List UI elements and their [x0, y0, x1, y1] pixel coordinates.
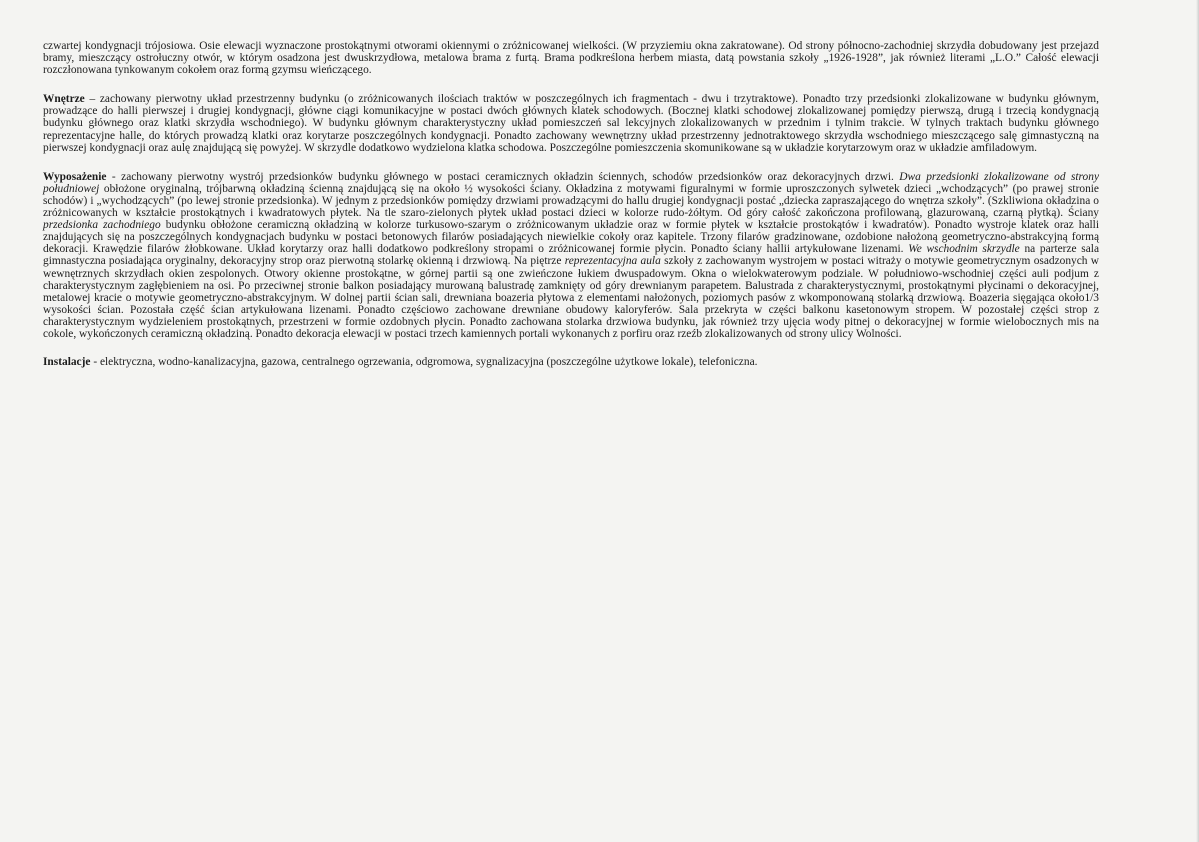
section-heading-installations: Instalacje [43, 356, 91, 369]
paragraph-interior [43, 93, 1099, 153]
paragraph-interior-text: – zachowany pierwotny układ przestrzenny budynku (o zróżnicowanych ilościach traktów w poszczególnych ich fragmentach - dwu i trzytraktowe). Ponadto trzy przedsionki zlokalizowane w budynku głównym, prowadzące do halli pierwszej i drugiej kondygnacji, główne ciągi komunikacyjne w postaci dwóch głównych klatek schodowych. (Bocznej klatki schodowej zlokalizowanej pomiędzy pierwszą, drugą i trzecią kondygnacją budynku głównego oraz klatki skrzydła wschodniego). W budynku głównym charakterystyczny układ pomieszczeń sal lekcyjnych zlokalizowanych w przednim i tylnim trakcie. W tylnych traktach budynku głównego reprezentacyjne halle, do których prowadzą klatki oraz korytarze poszczególnych kondygnacji. Ponadto zachowany wewnętrzny układ przestrzenny jednotraktowego skrzydła wschodniego mieszczącego salę gimnastyczną na pierwszej kondygnacji oraz aulę znajdującą się powyżej. W skrzydle dodatkowo wydzielona klatka schodowa. Poszczególne pomieszczenia skomunikowane są w układzie korytarzowym oraz w układzie amfiladowym. [43, 93, 1099, 154]
paragraph-facade [43, 40, 1099, 76]
furnishings-italic-3: We wschodnim skrzydle [908, 243, 1020, 256]
furnishings-text-1: - zachowany pierwotny wystrój przedsionków budynku głównego w postaci ceramicznych okładzin ściennych, schodów przedsionków oraz dekoracyjnych drzwi. [106, 170, 900, 183]
furnishings-text-5: szkoły z zachowanym wystrojem w postaci witraży o motywie geometrycznym osadzonych w wewnętrznych skrzydłach okien zespolonych. Otwory okienne prostokątne, w górnej partii są one zwieńczone łukiem dwuspadowym. Okna o wielokwaterowym podziale. W południowo-wschodniej części auli podjum z charakterystycznym zagłębieniem na osi. Po przeciwnej stronie balkon posiadający murowaną balustradę zamknięty od góry drewnianym parapetem. Balustrada z charakterystycznymi, prostokątnymi płycinami o dekoracyjnej, metalowej kracie o motywie geometryczno-abstrakcyjnym. W dolnej partii ścian sali, drewniana boazeria płytowa z elementami nałożonych, poziomych pasów z wkomponowaną stolarką drzwiową. Boazeria sięgająca około1/3 wysokości ścian. Pozostała część ścian artykułowana lizenami. Ponadto częściowo zachowane drewniane obudowy kaloryferów. Sala przekryta w części balkonu kasetonowym stropem. W pozostałej części strop z charakterystycznym wydzieleniem prostokątnych, przestrzeni w formie ozdobnych płycin. Ponadto zachowana stolarka drzwiowa budynku, jak również trzy ujęcia wody pitnej o dekoracyjnej w formie wielobocznych mis na cokole, wykończonych ceramiczną okładziną. Ponadto dekoracja elewacji w postaci trzech kamiennych portali wykonanych z porfiru oraz rzeźb zlokalizowanych od strony ulicy Wolności. [43, 255, 1099, 340]
furnishings-italic-4: reprezentacyjna aula [564, 255, 661, 268]
furnishings-text-2: obłożone oryginalną, trójbarwną okładziną ścienną znajdującą się na około ½ wysokości ściany. Okładzina z motywami figuralnymi w formie uproszczonych sylwetek dzieci „wchodzących” (po prawej stronie schodów) i „wychodzących” (po lewej stronie przedsionka). W jednym z przedsionków pomiędzy drzwiami prowadzącymi do hallu drugiej kondygnacji postać „dziecka zapraszającego do wnętrza szkoły”. (Szkliwiona okładzina o zróżnicowanych w kształcie prostokątnych i kwadratowych płytek. Na tle szaro-zielonych płytek układ postaci dzieci w kolorze rudo-żółtym. Od góry całość zakończona profilowaną, glazurowaną, czarną płytką). Ściany [43, 182, 1099, 220]
paragraph-installations [43, 356, 1099, 368]
furnishings-italic-1: Dwa przedsionki zlokalizowane od strony południowej [43, 170, 1100, 195]
section-heading-furnishings: Wyposażenie [43, 170, 107, 183]
furnishings-italic-2: przedsionka zachodniego [43, 219, 161, 232]
paragraph-furnishings [43, 171, 1099, 340]
paragraph-installations-text: - elektryczna, wodno-kanalizacyjna, gazowa, centralnego ogrzewania, odgromowa, sygnalizacyjna (poszczególne użytkowe lokale), telefoniczna. [90, 356, 758, 369]
furnishings-text-3: budynku obłożone ceramiczną okładziną w kolorze turkusowo-szarym o zróżnicowanym układzie oraz w formie płytek w kształcie prostokątów i kwadratów). Ponadto wystroje klatek oraz halli znajdujących się na poszczególnych kondygnacjach budynku w postaci betonowych filarów posiadających niewielkie cokoły oraz kapitele. Trzony filarów gradzinowane, ozdobione nałożoną geometryczno-abstrakcyjną formą dekoracji. Krawędzie filarów żłobkowane. Układ korytarzy oraz halli dodatkowo podkreślony stropami o zróżnicowanej formie płycin. Ponadto ściany hallii artykułowane lizenami. [43, 219, 1100, 256]
furnishings-text-4: na parterze sala gimnastyczna posiadająca oryginalny, dekoracyjny strop oraz pierwotną stolarkę okienną i drzwiową. Na piętrze [43, 243, 1099, 268]
section-heading-interior: Wnętrze [43, 93, 85, 106]
paragraph-facade-text: czwartej kondygnacji trójosiowa. Osie elewacji wyznaczone prostokątnymi otworami okiennymi o zróżnicowanej wielkości. (W przyziemiu okna zakratowane). Od strony północno-zachodniej skrzydła dobudowany jest przejazd bramy, mieszczący ostrołuczny otwór, w którym osadzona jest dwuskrzydłowa, metalowa brama z furtą. Brama podkreślona herbem miasta, datą powstania szkoły „1926-1928”, jak również literami „L.O.” Całość elewacji rozczłonowana tynkowanym cokołem oraz formą gzymsu wieńczącego. [43, 40, 1099, 77]
